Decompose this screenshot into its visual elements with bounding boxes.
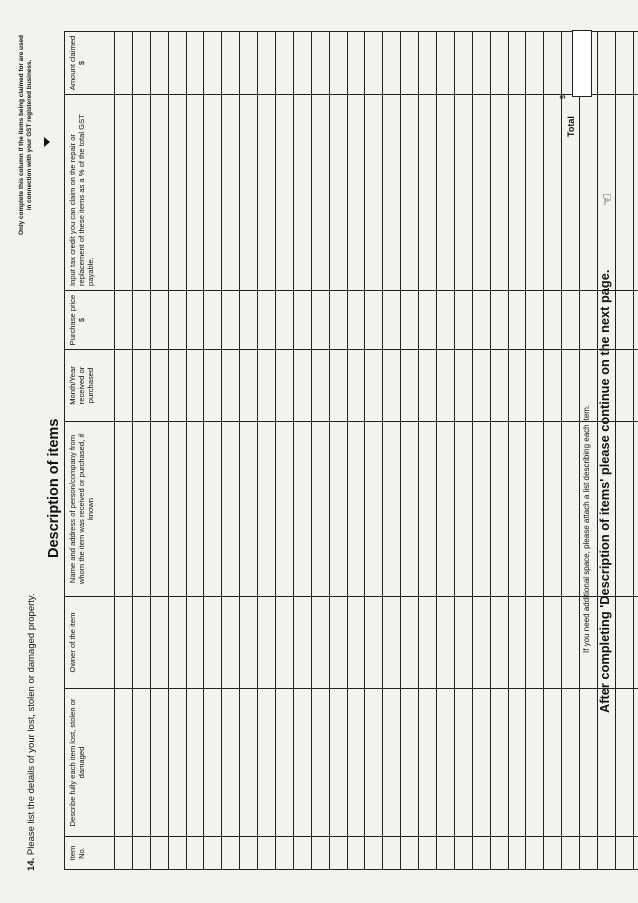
table-cell[interactable] [419,597,437,689]
table-cell[interactable] [365,350,383,422]
table-row [329,32,347,870]
table-cell[interactable] [401,32,419,95]
table-cell[interactable] [472,291,490,350]
table-cell[interactable] [401,837,419,870]
table-cell[interactable] [186,689,204,837]
table-cell[interactable] [186,291,204,350]
table-cell[interactable] [419,422,437,597]
table-cell[interactable] [293,837,311,870]
table-cell[interactable] [329,350,347,422]
table-cell[interactable] [633,350,638,422]
table-cell[interactable] [132,422,150,597]
table-cell[interactable] [365,837,383,870]
table-cell[interactable] [615,597,633,689]
table-cell[interactable] [168,837,186,870]
table-cell[interactable] [544,597,562,689]
table-cell[interactable] [311,291,329,350]
table-cell[interactable] [222,95,240,291]
table-cell[interactable] [258,837,276,870]
table-cell[interactable] [454,689,472,837]
table-cell[interactable] [437,689,455,837]
table-cell[interactable] [150,291,168,350]
table-cell[interactable] [276,837,294,870]
table-cell[interactable] [633,837,638,870]
table-cell[interactable] [437,837,455,870]
table-cell[interactable] [222,422,240,597]
table-row [401,32,419,870]
table-cell[interactable] [240,350,258,422]
table-cell[interactable] [186,837,204,870]
table-cell[interactable] [293,689,311,837]
table-cell[interactable] [544,837,562,870]
table-cell[interactable] [454,32,472,95]
table-cell[interactable] [222,350,240,422]
table-cell[interactable] [508,350,526,422]
question-14 [26,593,37,871]
table-cell[interactable] [240,689,258,837]
table-cell[interactable] [472,422,490,597]
header-name-address: Name and address of person/company from whom the item was received or purchased, if known [65,422,115,597]
table-cell[interactable] [329,32,347,95]
table-cell[interactable] [544,291,562,350]
table-cell[interactable] [258,291,276,350]
table-cell[interactable] [132,32,150,95]
table-cell[interactable] [544,689,562,837]
header-describe: Describe fully each item lost, stolen or damaged [65,689,115,837]
table-cell[interactable] [544,422,562,597]
table-cell[interactable] [508,95,526,291]
table-cell[interactable] [311,689,329,837]
table-cell[interactable] [311,350,329,422]
table-cell[interactable] [454,95,472,291]
table-row [168,32,186,870]
table-cell[interactable] [490,689,508,837]
table-cell[interactable] [115,291,133,350]
table-cell[interactable] [311,837,329,870]
table-cell[interactable] [454,350,472,422]
table-cell[interactable] [276,422,294,597]
table-cell[interactable] [383,689,401,837]
table-row [150,32,168,870]
table-cell[interactable] [132,689,150,837]
table-cell[interactable] [633,422,638,597]
table-cell[interactable] [419,291,437,350]
table-cell[interactable] [598,837,616,870]
table-cell[interactable] [150,32,168,95]
table-cell[interactable] [204,689,222,837]
table-cell[interactable] [526,291,544,350]
closing-instruction: After completing 'Description of items' please continue on the next page. [597,269,612,713]
table-cell[interactable] [490,32,508,95]
header-purchase-price: Purchase price $ [65,291,115,350]
table-row [222,32,240,870]
table-cell[interactable] [276,95,294,291]
table-cell[interactable] [454,422,472,597]
table-cell[interactable] [222,597,240,689]
table-cell[interactable] [186,350,204,422]
table-row [115,32,133,870]
header-owner: Owner of the item [65,597,115,689]
table-cell[interactable] [115,689,133,837]
table-cell[interactable] [383,837,401,870]
total-currency: $ [560,95,567,99]
table-cell[interactable] [115,350,133,422]
table-row [472,32,490,870]
pointing-hand-icon: ☜ [599,192,616,206]
table-row [437,32,455,870]
table-cell[interactable] [633,689,638,837]
table-cell[interactable] [240,32,258,95]
table-cell[interactable] [401,689,419,837]
table-cell[interactable] [240,422,258,597]
table-cell[interactable] [365,422,383,597]
table-cell[interactable] [633,95,638,291]
table-cell[interactable] [401,291,419,350]
table-cell[interactable] [347,32,365,95]
table-cell[interactable] [437,597,455,689]
table-cell[interactable] [311,597,329,689]
table-cell[interactable] [580,837,598,870]
table-row [258,32,276,870]
table-cell[interactable] [329,597,347,689]
table-cell[interactable] [633,291,638,350]
table-cell[interactable] [168,597,186,689]
table-row [204,32,222,870]
table-cell[interactable] [365,597,383,689]
header-input-tax-credit: Input tax credit you can claim on the repair or replacement of these items as a % of the total GST payable. [65,95,115,291]
table-cell[interactable] [419,837,437,870]
table-row [383,32,401,870]
table-cell[interactable] [168,95,186,291]
question-text: Please list the details of your lost, stolen or damaged property. [26,593,37,856]
table-cell[interactable] [419,95,437,291]
table-cell[interactable] [508,597,526,689]
table-cell[interactable] [365,95,383,291]
table-cell[interactable] [472,350,490,422]
table-cell[interactable] [437,422,455,597]
table-cell[interactable] [419,350,437,422]
total-amount-field[interactable] [572,30,592,97]
table-cell[interactable] [115,597,133,689]
gst-note: Only complete this column if the items being claimed for are used in connection with your GST registered business. [18,35,33,235]
table-cell[interactable] [401,95,419,291]
table-cell[interactable] [222,291,240,350]
table-cell[interactable] [311,32,329,95]
total-label: Total [566,116,576,137]
table-cell[interactable] [276,350,294,422]
table-cell[interactable] [115,422,133,597]
table-cell[interactable] [437,291,455,350]
table-row [508,32,526,870]
table-cell[interactable] [562,291,580,350]
table-cell[interactable] [276,597,294,689]
table-cell[interactable] [168,291,186,350]
table-cell[interactable] [293,350,311,422]
table-cell[interactable] [490,597,508,689]
table-cell[interactable] [419,689,437,837]
table-cell[interactable] [329,689,347,837]
table-cell[interactable] [508,32,526,95]
table-cell[interactable] [401,597,419,689]
table-cell[interactable] [562,597,580,689]
table-cell[interactable] [204,837,222,870]
table-cell[interactable] [258,422,276,597]
table-cell[interactable] [544,350,562,422]
table-cell[interactable] [329,291,347,350]
table-cell[interactable] [150,837,168,870]
table-cell[interactable] [168,350,186,422]
table-row [347,32,365,870]
table-cell[interactable] [437,350,455,422]
table-row [293,32,311,870]
table-cell[interactable] [615,422,633,597]
table-cell[interactable] [526,689,544,837]
down-arrow-icon [44,137,50,147]
header-month-year: Month/Year received or purchased [65,350,115,422]
table-row [490,32,508,870]
table-row [633,32,638,870]
table-cell[interactable] [437,95,455,291]
table-cell[interactable] [454,291,472,350]
table-cell[interactable] [365,689,383,837]
table-row [419,32,437,870]
table-cell[interactable] [598,32,616,95]
table-cell[interactable] [293,32,311,95]
table-cell[interactable] [472,837,490,870]
table-cell[interactable] [258,597,276,689]
table-cell[interactable] [615,32,633,95]
table-cell[interactable] [526,32,544,95]
table-cell[interactable] [132,597,150,689]
table-cell[interactable] [490,837,508,870]
table-cell[interactable] [186,597,204,689]
table-cell[interactable] [544,95,562,291]
table-cell[interactable] [150,422,168,597]
table-cell[interactable] [276,291,294,350]
table-cell[interactable] [276,689,294,837]
table-cell[interactable] [168,32,186,95]
table-cell[interactable] [562,837,580,870]
table-cell[interactable] [204,95,222,291]
table-row [615,32,633,870]
table-cell[interactable] [293,597,311,689]
table-cell[interactable] [508,837,526,870]
table-row [311,32,329,870]
table-cell[interactable] [526,422,544,597]
table-cell[interactable] [329,422,347,597]
table-cell[interactable] [347,291,365,350]
table-cell[interactable] [329,95,347,291]
table-cell[interactable] [490,350,508,422]
table-cell[interactable] [562,422,580,597]
footnote: If you need additional space, please attach a list describing each item. [582,404,591,653]
section-title: Description of items [46,418,62,558]
table-cell[interactable] [580,291,598,350]
table-cell[interactable] [132,837,150,870]
table-cell[interactable] [383,597,401,689]
table-cell[interactable] [168,689,186,837]
table-cell[interactable] [132,291,150,350]
table-cell[interactable] [204,597,222,689]
table-cell[interactable] [383,350,401,422]
table-cell[interactable] [240,291,258,350]
table-cell[interactable] [615,95,633,291]
table-cell[interactable] [365,32,383,95]
table-cell[interactable] [562,689,580,837]
table-cell[interactable] [222,689,240,837]
table-cell[interactable] [615,837,633,870]
header-item-no: Item No. [65,837,115,870]
table-cell[interactable] [401,422,419,597]
table-cell[interactable] [150,95,168,291]
table-cell[interactable] [150,350,168,422]
table-row [454,32,472,870]
table-cell[interactable] [508,291,526,350]
table-cell[interactable] [580,689,598,837]
table-cell[interactable] [490,291,508,350]
table-cell[interactable] [615,291,633,350]
table-row [365,32,383,870]
table-cell[interactable] [383,291,401,350]
table-cell[interactable] [150,689,168,837]
table-cell[interactable] [383,95,401,291]
table-cell[interactable] [580,95,598,291]
table-cell[interactable] [490,95,508,291]
table-cell[interactable] [508,422,526,597]
table-cell[interactable] [633,597,638,689]
table-cell[interactable] [240,597,258,689]
items-table [64,31,638,870]
table-cell[interactable] [186,32,204,95]
table-cell[interactable] [526,95,544,291]
table-cell[interactable] [615,350,633,422]
table-row [562,32,580,870]
table-cell[interactable] [347,422,365,597]
table-cell[interactable] [168,422,186,597]
table-cell[interactable] [240,95,258,291]
table-cell[interactable] [276,32,294,95]
table-cell[interactable] [258,350,276,422]
table-cell[interactable] [508,689,526,837]
table-row [186,32,204,870]
table-cell[interactable] [347,837,365,870]
table-cell[interactable] [240,837,258,870]
table-cell[interactable] [115,32,133,95]
table-cell[interactable] [526,837,544,870]
table-row [276,32,294,870]
table-cell[interactable] [293,95,311,291]
table-cell[interactable] [258,32,276,95]
table-cell[interactable] [383,422,401,597]
table-cell[interactable] [526,597,544,689]
question-number: 14. [26,857,37,871]
table-cell[interactable] [615,689,633,837]
table-cell[interactable] [132,350,150,422]
table-row [240,32,258,870]
table-cell[interactable] [562,350,580,422]
table-cell[interactable] [633,32,638,95]
table-cell[interactable] [472,95,490,291]
table-cell[interactable] [311,95,329,291]
table-row [132,32,150,870]
table-cell[interactable] [454,597,472,689]
table-cell[interactable] [258,689,276,837]
table-header-row [65,32,115,870]
table-cell[interactable] [186,95,204,291]
table-cell[interactable] [204,422,222,597]
table-cell[interactable] [293,422,311,597]
table-cell[interactable] [132,95,150,291]
header-amount-claimed: Amount claimed $ [65,32,115,95]
table-cell[interactable] [204,32,222,95]
table-cell[interactable] [204,291,222,350]
table-cell[interactable] [454,837,472,870]
table-cell[interactable] [115,837,133,870]
table-cell[interactable] [186,422,204,597]
table-cell[interactable] [472,32,490,95]
table-cell[interactable] [311,422,329,597]
table-cell[interactable] [347,689,365,837]
table-cell[interactable] [419,32,437,95]
table-cell[interactable] [472,689,490,837]
table-cell[interactable] [222,32,240,95]
table-cell[interactable] [365,291,383,350]
table-cell[interactable] [222,837,240,870]
table-cell[interactable] [293,291,311,350]
table-cell[interactable] [490,422,508,597]
table-row [544,32,562,870]
table-cell[interactable] [401,350,419,422]
table-cell[interactable] [437,32,455,95]
table-cell[interactable] [472,597,490,689]
table-cell[interactable] [329,837,347,870]
table-cell[interactable] [150,597,168,689]
table-cell[interactable] [526,350,544,422]
table-cell[interactable] [258,95,276,291]
table-row [526,32,544,870]
table-cell[interactable] [347,597,365,689]
table-cell[interactable] [204,350,222,422]
table-cell[interactable] [347,350,365,422]
table-cell[interactable] [383,32,401,95]
table-cell[interactable] [347,95,365,291]
table-cell[interactable] [544,32,562,95]
table-cell[interactable] [115,95,133,291]
